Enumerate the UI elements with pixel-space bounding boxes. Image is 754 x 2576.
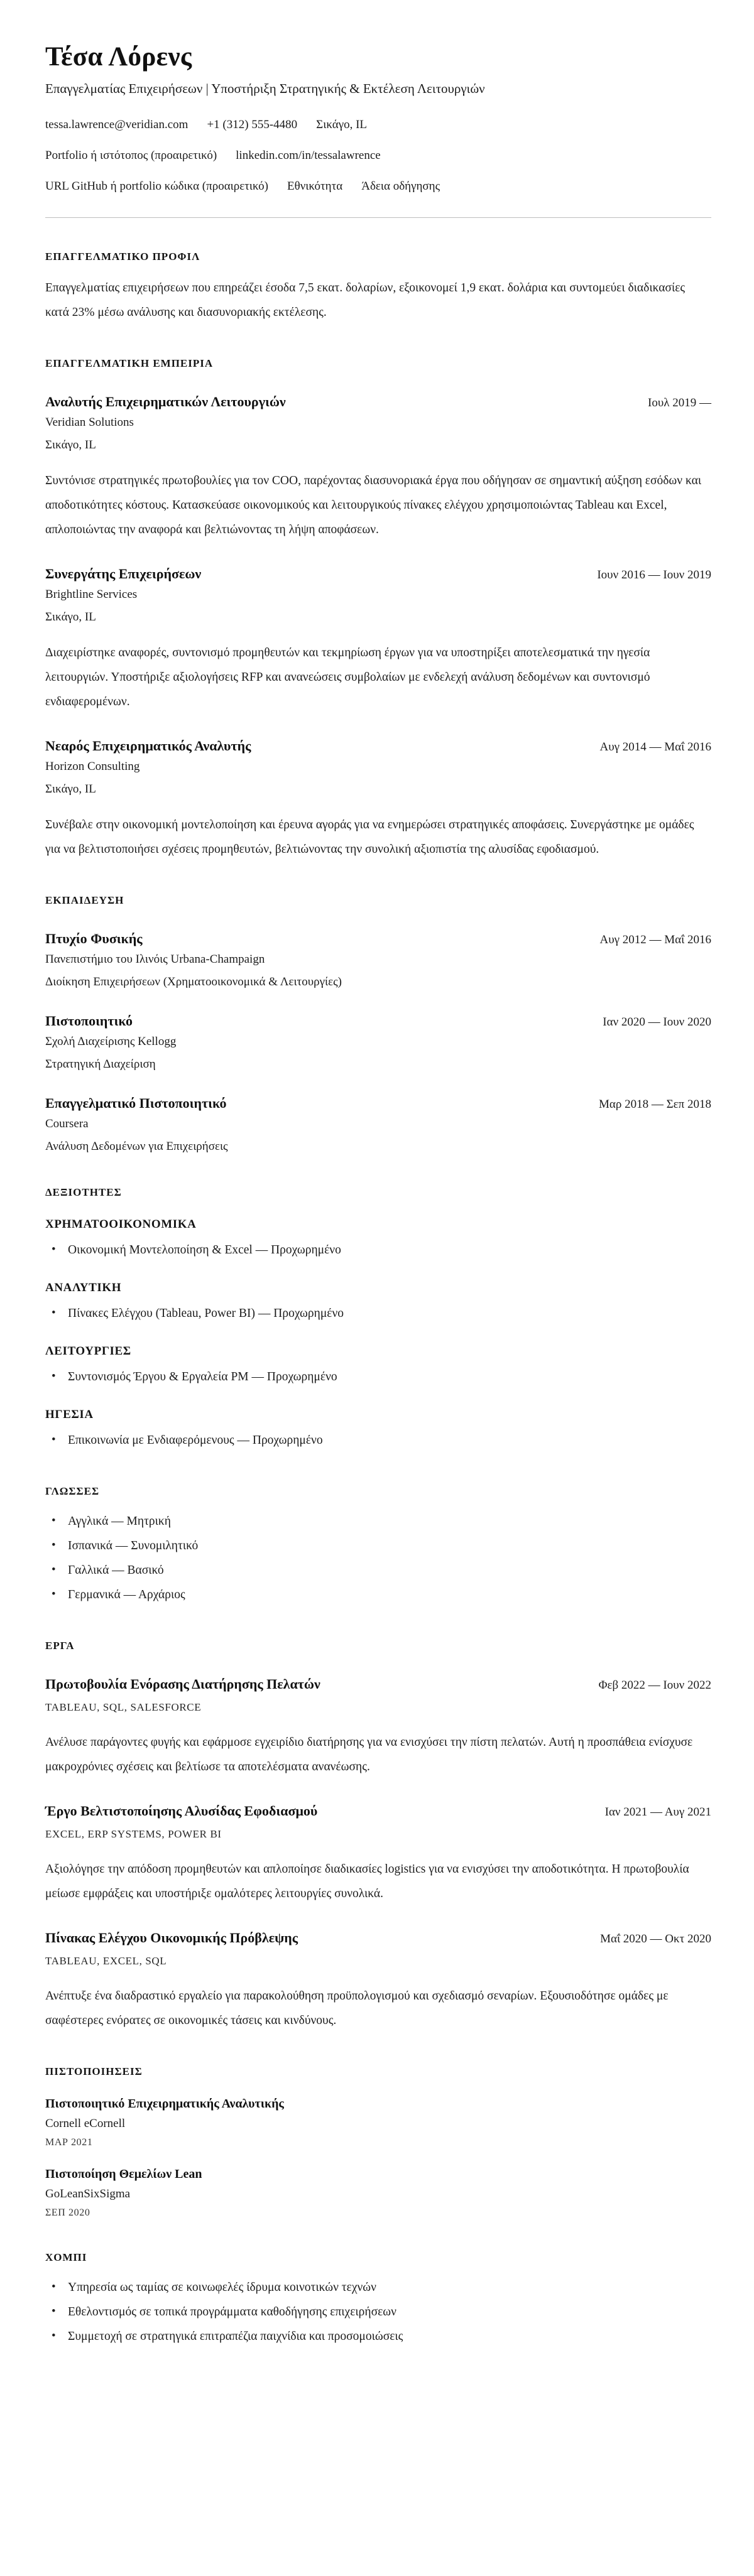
skill-list [45, 1365, 711, 1389]
location-text: Σικάγο, IL [316, 118, 368, 131]
section-profile [45, 251, 711, 325]
education-header [45, 931, 711, 947]
section-experience [45, 357, 711, 862]
skill-list [45, 1301, 711, 1326]
profile-text: Επαγγελματίας επιχειρήσεων που επηρεάζει έσοδα 7,5 εκατ. δολαρίων, εξοικονομεί 1,9 εκατ. δολάρια και συντομεύει διαδικασίες κατά 23% μέσω ανάλυσης και διασυνοριακής εκτέλεσης. [45, 281, 686, 319]
language-list [45, 1509, 711, 1607]
project-header [45, 1676, 711, 1692]
education-entry [45, 1013, 711, 1071]
project-entry [45, 1930, 711, 2033]
list-item: • Ισπανικά — Συνομιλητικό [45, 1534, 711, 1558]
job-header [45, 394, 711, 410]
certification-date: ΣΕΠ 2020 [45, 2207, 90, 2218]
project-title: Πίνακας Ελέγχου Οικονομικής Πρόβλεψης [45, 1930, 298, 1946]
education-header [45, 1013, 711, 1029]
section-projects [45, 1640, 711, 2033]
certification-entry [45, 2097, 711, 2148]
education-header [45, 1095, 711, 1112]
list-item: • Γερμανικά — Αρχάριος [45, 1583, 711, 1607]
school-name: Σχολή Διαχείρισης Kellogg [45, 1035, 177, 1048]
project-stack: TABLEAU, EXCEL, SQL [45, 1955, 167, 1967]
list-item: • Συντονισμός Έργου & Εργαλεία PM — Προχωρημένο [45, 1365, 711, 1389]
project-description: Αξιολόγησε την απόδοση προμηθευτών και απλοποίησε διαδικασίες logistics για να ενισχύσει την αποδοτικότητα. Η πρωτοβουλία μείωσε εμφράξεις και υποστήριξε ομαλότερες λειτουργίες συνολικά. [45, 1863, 689, 1900]
skill-category [45, 1281, 711, 1326]
skills-heading: ΔΕΞΙΟΤΗΤΕΣ [45, 1186, 122, 1198]
contact-row-3 [45, 180, 711, 193]
education-entry [45, 931, 711, 989]
project-title: Έργο Βελτιστοποίησης Αλυσίδας Εφοδιασμού [45, 1803, 318, 1819]
candidate-name: Τέσα Λόρενς [45, 42, 192, 72]
certification-issuer: GoLeanSixSigma [45, 2187, 131, 2200]
school-name: Coursera [45, 1117, 89, 1130]
job-title: Αναλυτής Επιχειρηματικών Λειτουργιών [45, 394, 286, 409]
education-entry [45, 1095, 711, 1154]
phone-text: +1 (312) 555-4480 [207, 118, 298, 131]
certification-date: ΜΑΡ 2021 [45, 2137, 93, 2148]
skill-category [45, 1218, 711, 1262]
portfolio-placeholder-text: Portfolio ή ιστότοπος (προαιρετικό) [45, 149, 217, 162]
project-header [45, 1803, 711, 1819]
job-company: Horizon Consulting [45, 760, 140, 773]
project-stack: EXCEL, ERP SYSTEMS, POWER BI [45, 1828, 222, 1840]
education-dates: Μαρ 2018 — Σεπ 2018 [599, 1098, 711, 1111]
job-location: Σικάγο, IL [45, 610, 96, 624]
github-placeholder-text: URL GitHub ή portfolio κώδικα (προαιρετικό) [45, 180, 268, 193]
list-item: • Εθελοντισμός σε τοπικά προγράμματα καθοδήγησης επιχειρήσεων [45, 2300, 711, 2324]
list-item: • Υπηρεσία ως ταμίας σε κοινωφελές ίδρυμα κοινοτικών τεχνών [45, 2275, 711, 2300]
projects-heading: ΕΡΓΑ [45, 1640, 75, 1652]
job-company: Brightline Services [45, 588, 138, 601]
job-header [45, 738, 711, 754]
field-of-study: Διοίκηση Επιχειρήσεων (Χρηματοοικονομικά & Λειτουργίες) [45, 975, 342, 988]
job-entry [45, 738, 711, 862]
project-description: Ανέπτυξε ένα διαδραστικό εργαλείο για παρακολούθηση προϋπολογισμού και σχεδιασμό σεναρίων. Εξουσιοδότησε ομάδες με σαφέστερες ενόρατες σε οικονομικές τάσεις και κινδύνους. [45, 1989, 669, 2027]
job-entry [45, 566, 711, 714]
skill-list [45, 1238, 711, 1262]
skill-category [45, 1345, 711, 1389]
job-description: Συνέβαλε στην οικονομική μοντελοποίηση και έρευνα αγοράς για να ενημερώσει στρατηγικές αποφάσεις. Συνεργάστηκε με ομάδες για να βελτιστοποιήσει σχέσεις προμηθευτών, βελτιώνοντας την συνολική αξιοπιστία της αλυσίδας εφοδιασμού. [45, 818, 694, 856]
education-heading: ΕΚΠΑΙΔΕΥΣΗ [45, 894, 124, 906]
project-entry [45, 1676, 711, 1779]
job-dates: Ιουν 2016 — Ιουν 2019 [597, 568, 711, 582]
linkedin-text: linkedin.com/in/tessalawrence [236, 149, 381, 162]
project-dates: Μαΐ 2020 — Οκτ 2020 [600, 1932, 711, 1946]
job-location: Σικάγο, IL [45, 438, 96, 452]
job-description: Συντόνισε στρατηγικές πρωτοβουλίες για τον COO, παρέχοντας διασυνοριακά έργα που οδήγησαν σε σημαντική αύξηση εσόδων και αποδοτικότητες κόστους. Κατασκεύασε οικονομικούς και λειτουργικούς πίνακες ελέγχου χρησιμοποιώντας Tableau και Excel, απλοποιώντας την αναφορά και βελτιώνοντας τη λήψη αποφάσεων. [45, 474, 702, 536]
email-text: tessa.lawrence@veridian.com [45, 118, 188, 131]
list-item: • Οικονομική Μοντελοποίηση & Excel — Προχωρημένο [45, 1238, 711, 1262]
job-title: Συνεργάτης Επιχειρήσεων [45, 566, 202, 582]
project-title: Πρωτοβουλία Ενόρασης Διατήρησης Πελατών [45, 1676, 320, 1692]
degree-title: Πτυχίο Φυσικής [45, 931, 143, 946]
field-of-study: Ανάλυση Δεδομένων για Επιχειρήσεις [45, 1140, 228, 1153]
list-item: • Πίνακες Ελέγχου (Tableau, Power BI) — Προχωρημένο [45, 1301, 711, 1326]
driving-license-text: Άδεια οδήγησης [361, 180, 440, 193]
certification-title: Πιστοποιητικό Επιχειρηματικής Αναλυτικής [45, 2097, 284, 2111]
project-dates: Ιαν 2021 — Αυγ 2021 [604, 1805, 711, 1819]
certifications-heading: ΠΙΣΤΟΠΟΙΗΣΕΙΣ [45, 2065, 143, 2077]
nationality-text: Εθνικότητα [287, 180, 343, 193]
resume-header [45, 41, 711, 193]
education-dates: Ιαν 2020 — Ιουν 2020 [603, 1015, 711, 1029]
job-dates: Αυγ 2014 — Μαΐ 2016 [599, 740, 711, 754]
certification-title: Πιστοποίηση Θεμελίων Lean [45, 2167, 202, 2181]
list-item: • Συμμετοχή σε στρατηγικά επιτραπέζια παιχνίδια και προσομοιώσεις [45, 2324, 711, 2349]
job-entry [45, 394, 711, 542]
project-stack: TABLEAU, SQL, SALESFORCE [45, 1701, 202, 1713]
section-languages [45, 1485, 711, 1607]
section-hobbies [45, 2251, 711, 2349]
job-description: Διαχειρίστηκε αναφορές, συντονισμό προμηθευτών και τεκμηρίωση έργων για να υποστηρίξει αποτελεσματικά την ηγεσία λειτουργιών. Υποστήριξε αξιολογήσεις RFP και ανανεώσεις συμβολαίων με ενδελεχή ανάλυση δεδομένων και συντονισμό ενδιαφερομένων. [45, 646, 650, 708]
project-description: Ανέλυσε παράγοντες φυγής και εφάρμοσε εγχειρίδιο διατήρησης για να ενισχύσει την πίστη πελατών. Αυτή η προσπάθεια ενίσχυσε μακροχρόνιες σχέσεις και βελτίωσε τα αποτελέσματα ανανέωσης. [45, 1736, 693, 1773]
profile-heading: ΕΠΑΓΓΕΛΜΑΤΙΚΟ ΠΡΟΦΙΛ [45, 251, 200, 262]
field-of-study: Στρατηγική Διαχείριση [45, 1058, 156, 1071]
skill-category-name: ΑΝΑΛΥΤΙΚΗ [45, 1281, 122, 1294]
skill-list [45, 1428, 711, 1453]
experience-heading: ΕΠΑΓΓΕΛΜΑΤΙΚΗ ΕΜΠΕΙΡΙΑ [45, 357, 214, 369]
job-header [45, 566, 711, 582]
languages-heading: ΓΛΩΣΣΕΣ [45, 1485, 100, 1497]
skill-category-name: ΗΓΕΣΙΑ [45, 1408, 94, 1421]
contact-row-1 [45, 118, 711, 132]
candidate-title: Επαγγελματίας Επιχειρήσεων | Υποστήριξη Στρατηγικής & Εκτέλεση Λειτουργιών [45, 81, 485, 96]
skill-category-name: ΧΡΗΜΑΤΟΟΙΚΟΝΟΜΙΚΑ [45, 1218, 197, 1231]
hobby-list [45, 2275, 711, 2349]
degree-title: Επαγγελματικό Πιστοποιητικό [45, 1095, 227, 1111]
hobbies-heading: ΧΟΜΠΙ [45, 2251, 87, 2263]
list-item: • Αγγλικά — Μητρική [45, 1509, 711, 1534]
section-certifications [45, 2065, 711, 2219]
section-skills [45, 1186, 711, 1453]
project-header [45, 1930, 711, 1946]
job-dates: Ιουλ 2019 — [648, 396, 711, 409]
project-dates: Φεβ 2022 — Ιουν 2022 [598, 1679, 711, 1692]
skill-category [45, 1408, 711, 1453]
job-company: Veridian Solutions [45, 416, 134, 429]
job-title: Νεαρός Επιχειρηματικός Αναλυτής [45, 738, 251, 754]
education-dates: Αυγ 2012 — Μαΐ 2016 [599, 933, 711, 946]
job-location: Σικάγο, IL [45, 782, 96, 796]
header-divider [45, 217, 711, 218]
certification-issuer: Cornell eCornell [45, 2117, 126, 2130]
list-item: • Γαλλικά — Βασικό [45, 1558, 711, 1583]
contact-row-2 [45, 149, 711, 163]
degree-title: Πιστοποιητικό [45, 1013, 133, 1029]
list-item: • Επικοινωνία με Ενδιαφερόμενους — Προχωρημένο [45, 1428, 711, 1453]
certification-entry [45, 2167, 711, 2219]
project-entry [45, 1803, 711, 1906]
school-name: Πανεπιστήμιο του Ιλινόις Urbana-Champaign [45, 953, 265, 966]
section-education [45, 894, 711, 1154]
skill-category-name: ΛΕΙΤΟΥΡΓΙΕΣ [45, 1345, 131, 1358]
